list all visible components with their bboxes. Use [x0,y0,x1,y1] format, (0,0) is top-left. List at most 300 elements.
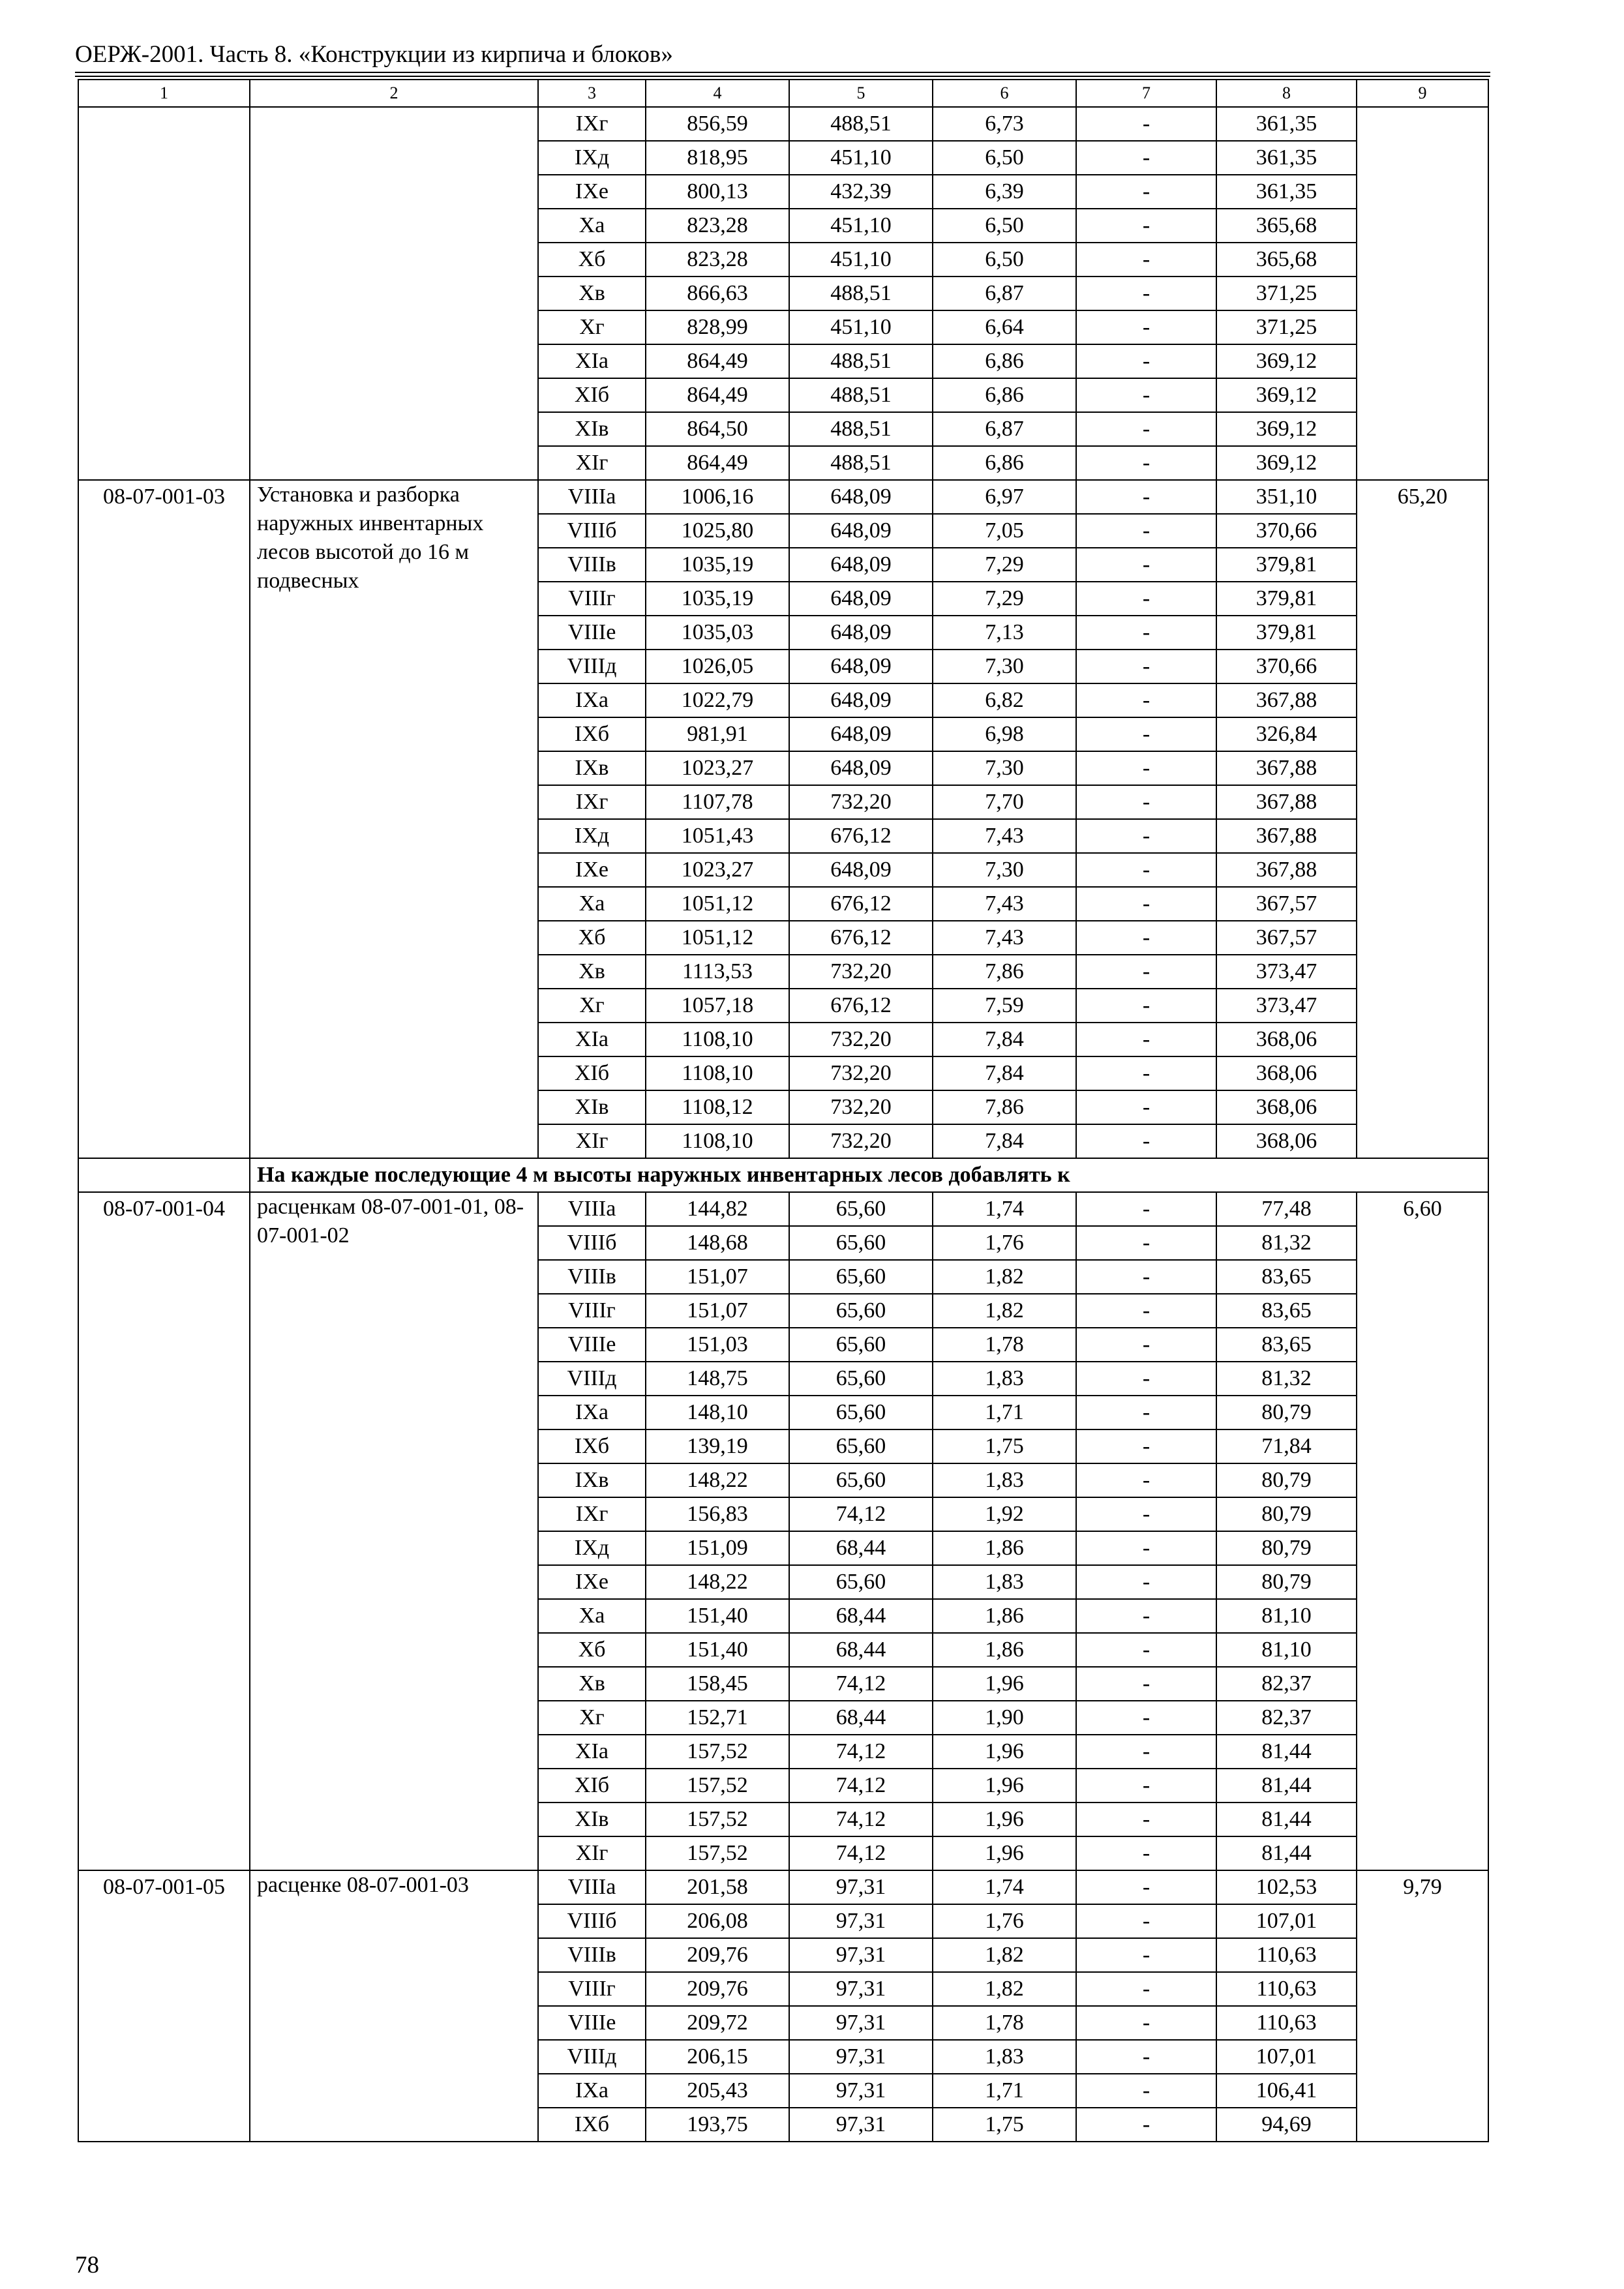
materials-cost-cell: 361,35 [1216,175,1357,209]
direct-cost-cell: 866,63 [646,277,789,310]
direct-cost-cell: 1108,12 [646,1090,789,1124]
materials-cost-cell: 82,37 [1216,1701,1357,1735]
labor-cost-cell: 65,60 [789,1328,933,1362]
labor-cost-cell: 68,44 [789,1531,933,1565]
materials-cost-cell: 379,81 [1216,582,1357,616]
code-cell [78,1158,250,1192]
direct-cost-cell: 157,52 [646,1803,789,1836]
labor-cost-cell: 74,12 [789,1667,933,1701]
materials-cost-cell: 81,44 [1216,1735,1357,1769]
machine-cost-cell: 1,74 [933,1870,1076,1904]
labor-cost-cell: 65,60 [789,1260,933,1294]
category-cell: VIIIб [538,1226,646,1260]
materials-cost-cell: 351,10 [1216,480,1357,514]
incl-driver-wage-cell: - [1076,344,1216,378]
machine-cost-cell: 1,96 [933,1769,1076,1803]
direct-cost-cell: 1035,03 [646,616,789,650]
incl-driver-wage-cell: - [1076,514,1216,548]
labor-cost-cell: 488,51 [789,378,933,412]
labor-cost-cell: 65,60 [789,1429,933,1463]
materials-cost-cell: 71,84 [1216,1429,1357,1463]
table-row [78,480,1488,514]
column-number-cell: 8 [1216,80,1357,107]
direct-cost-cell: 1023,27 [646,853,789,887]
direct-cost-cell: 1025,80 [646,514,789,548]
direct-cost-cell: 157,52 [646,1836,789,1870]
direct-cost-cell: 1051,12 [646,921,789,955]
description-cell: расценкам 08-07-001-01, 08-07-001-02 [250,1192,538,1870]
machine-cost-cell: 7,30 [933,650,1076,683]
materials-cost-cell: 102,53 [1216,1870,1357,1904]
category-cell: VIIIв [538,1260,646,1294]
direct-cost-cell: 1113,53 [646,955,789,989]
machine-cost-cell: 1,74 [933,1192,1076,1226]
category-cell: Xв [538,1667,646,1701]
materials-cost-cell: 81,32 [1216,1362,1357,1396]
incl-driver-wage-cell: - [1076,1124,1216,1158]
machine-cost-cell: 1,78 [933,1328,1076,1362]
column-number-cell: 7 [1076,80,1216,107]
materials-cost-cell: 110,63 [1216,1972,1357,2006]
incl-driver-wage-cell: - [1076,1972,1216,2006]
category-cell: VIIIв [538,548,646,582]
category-cell: Xв [538,955,646,989]
labor-cost-cell: 65,60 [789,1294,933,1328]
direct-cost-cell: 856,59 [646,107,789,141]
incl-driver-wage-cell: - [1076,853,1216,887]
materials-cost-cell: 107,01 [1216,1904,1357,1938]
incl-driver-wage-cell: - [1076,412,1216,446]
labor-cost-cell: 68,44 [789,1599,933,1633]
direct-cost-cell: 148,10 [646,1396,789,1429]
category-cell: IXе [538,175,646,209]
labor-cost-cell: 732,20 [789,1056,933,1090]
direct-cost-cell: 139,19 [646,1429,789,1463]
table-row [78,1192,1488,1226]
header-rule [75,72,1490,73]
incl-driver-wage-cell: - [1076,1667,1216,1701]
incl-driver-wage-cell: - [1076,277,1216,310]
direct-cost-cell: 209,72 [646,2006,789,2040]
materials-cost-cell: 81,44 [1216,1836,1357,1870]
header-rule [75,76,1490,77]
machine-cost-cell: 1,90 [933,1701,1076,1735]
category-cell: Xа [538,209,646,243]
direct-cost-cell: 864,49 [646,344,789,378]
incl-driver-wage-cell: - [1076,1497,1216,1531]
category-cell: IXд [538,141,646,175]
description-cell [250,107,538,480]
category-cell: XIа [538,344,646,378]
materials-cost-cell: 81,44 [1216,1803,1357,1836]
direct-cost-cell: 157,52 [646,1769,789,1803]
labor-cost-cell: 648,09 [789,514,933,548]
machine-cost-cell: 6,50 [933,209,1076,243]
direct-cost-cell: 151,07 [646,1294,789,1328]
direct-cost-cell: 158,45 [646,1667,789,1701]
materials-cost-cell: 379,81 [1216,616,1357,650]
direct-cost-cell: 205,43 [646,2074,789,2108]
machine-cost-cell: 7,84 [933,1056,1076,1090]
category-cell: XIв [538,412,646,446]
labor-cost-cell: 74,12 [789,1497,933,1531]
machine-cost-cell: 1,82 [933,1938,1076,1972]
materials-cost-cell: 81,32 [1216,1226,1357,1260]
category-cell: IXб [538,1429,646,1463]
direct-cost-cell: 151,40 [646,1633,789,1667]
materials-cost-cell: 81,10 [1216,1599,1357,1633]
materials-cost-cell: 106,41 [1216,2074,1357,2108]
category-cell: VIIIг [538,1972,646,2006]
labor-cost-cell: 648,09 [789,650,933,683]
direct-cost-cell: 148,75 [646,1362,789,1396]
labor-cost-cell: 488,51 [789,277,933,310]
category-cell: VIIIа [538,1870,646,1904]
direct-cost-cell: 151,07 [646,1260,789,1294]
incl-driver-wage-cell: - [1076,921,1216,955]
direct-cost-cell: 1107,78 [646,785,789,819]
labor-cost-cell: 432,39 [789,175,933,209]
materials-cost-cell: 80,79 [1216,1463,1357,1497]
direct-cost-cell: 201,58 [646,1870,789,1904]
materials-cost-cell: 81,10 [1216,1633,1357,1667]
table-row [78,1870,1488,1904]
col9-cell: 9,79 [1357,1870,1488,2142]
direct-cost-cell: 864,50 [646,412,789,446]
incl-driver-wage-cell: - [1076,1328,1216,1362]
incl-driver-wage-cell: - [1076,175,1216,209]
machine-cost-cell: 7,29 [933,582,1076,616]
category-cell: XIг [538,446,646,480]
labor-cost-cell: 451,10 [789,310,933,344]
labor-cost-cell: 676,12 [789,921,933,955]
labor-cost-cell: 74,12 [789,1803,933,1836]
machine-cost-cell: 1,82 [933,1260,1076,1294]
labor-cost-cell: 676,12 [789,989,933,1023]
incl-driver-wage-cell: - [1076,717,1216,751]
direct-cost-cell: 864,49 [646,378,789,412]
direct-cost-cell: 823,28 [646,243,789,277]
column-number-cell: 6 [933,80,1076,107]
labor-cost-cell: 732,20 [789,1124,933,1158]
table-body [78,80,1488,2142]
incl-driver-wage-cell: - [1076,2006,1216,2040]
category-cell: XIа [538,1735,646,1769]
incl-driver-wage-cell: - [1076,141,1216,175]
materials-cost-cell: 367,88 [1216,853,1357,887]
labor-cost-cell: 648,09 [789,751,933,785]
materials-cost-cell: 367,57 [1216,921,1357,955]
machine-cost-cell: 7,13 [933,616,1076,650]
machine-cost-cell: 1,71 [933,1396,1076,1429]
direct-cost-cell: 206,15 [646,2040,789,2074]
materials-cost-cell: 371,25 [1216,277,1357,310]
category-cell: VIIIе [538,2006,646,2040]
direct-cost-cell: 156,83 [646,1497,789,1531]
machine-cost-cell: 6,73 [933,107,1076,141]
incl-driver-wage-cell: - [1076,1531,1216,1565]
labor-cost-cell: 97,31 [789,1904,933,1938]
category-cell: Xг [538,989,646,1023]
labor-cost-cell: 648,09 [789,683,933,717]
machine-cost-cell: 7,05 [933,514,1076,548]
incl-driver-wage-cell: - [1076,1701,1216,1735]
category-cell: VIIIб [538,514,646,548]
category-cell: Xб [538,1633,646,1667]
category-cell: VIIIе [538,1328,646,1362]
labor-cost-cell: 74,12 [789,1769,933,1803]
direct-cost-cell: 148,22 [646,1565,789,1599]
category-cell: VIIIе [538,616,646,650]
materials-cost-cell: 80,79 [1216,1396,1357,1429]
column-number-cell: 5 [789,80,933,107]
description-cell: Установка и разборка наружных инвентарных лесов высотой до 16 м подвесных [250,480,538,1158]
incl-driver-wage-cell: - [1076,1803,1216,1836]
machine-cost-cell: 6,50 [933,243,1076,277]
direct-cost-cell: 209,76 [646,1972,789,2006]
labor-cost-cell: 648,09 [789,582,933,616]
direct-cost-cell: 1026,05 [646,650,789,683]
category-cell: IXа [538,1396,646,1429]
materials-cost-cell: 83,65 [1216,1294,1357,1328]
category-cell: IXг [538,1497,646,1531]
incl-driver-wage-cell: - [1076,310,1216,344]
category-cell: VIIIд [538,650,646,683]
machine-cost-cell: 6,64 [933,310,1076,344]
machine-cost-cell: 1,96 [933,1836,1076,1870]
machine-cost-cell: 1,83 [933,1565,1076,1599]
labor-cost-cell: 74,12 [789,1836,933,1870]
labor-cost-cell: 68,44 [789,1701,933,1735]
materials-cost-cell: 107,01 [1216,2040,1357,2074]
machine-cost-cell: 1,75 [933,2108,1076,2142]
category-cell: VIIIд [538,1362,646,1396]
labor-cost-cell: 97,31 [789,2006,933,2040]
category-cell: Xг [538,1701,646,1735]
materials-cost-cell: 368,06 [1216,1090,1357,1124]
labor-cost-cell: 648,09 [789,717,933,751]
labor-cost-cell: 732,20 [789,785,933,819]
labor-cost-cell: 97,31 [789,1938,933,1972]
direct-cost-cell: 1051,43 [646,819,789,853]
labor-cost-cell: 648,09 [789,616,933,650]
incl-driver-wage-cell: - [1076,1294,1216,1328]
category-cell: XIв [538,1090,646,1124]
category-cell: VIIIа [538,1192,646,1226]
direct-cost-cell: 151,40 [646,1599,789,1633]
incl-driver-wage-cell: - [1076,1260,1216,1294]
machine-cost-cell: 7,70 [933,785,1076,819]
column-number-cell: 3 [538,80,646,107]
materials-cost-cell: 371,25 [1216,310,1357,344]
materials-cost-cell: 83,65 [1216,1328,1357,1362]
materials-cost-cell: 369,12 [1216,446,1357,480]
machine-cost-cell: 1,92 [933,1497,1076,1531]
category-cell: IXв [538,1463,646,1497]
direct-cost-cell: 1108,10 [646,1124,789,1158]
materials-cost-cell: 367,88 [1216,751,1357,785]
machine-cost-cell: 1,96 [933,1667,1076,1701]
materials-cost-cell: 361,35 [1216,141,1357,175]
incl-driver-wage-cell: - [1076,1056,1216,1090]
column-number-cell: 1 [78,80,250,107]
incl-driver-wage-cell: - [1076,887,1216,921]
category-cell: IXг [538,107,646,141]
col9-cell [1357,107,1488,480]
labor-cost-cell: 68,44 [789,1633,933,1667]
materials-cost-cell: 373,47 [1216,955,1357,989]
column-number-cell: 4 [646,80,789,107]
direct-cost-cell: 823,28 [646,209,789,243]
machine-cost-cell: 1,83 [933,1362,1076,1396]
labor-cost-cell: 488,51 [789,412,933,446]
machine-cost-cell: 7,59 [933,989,1076,1023]
labor-cost-cell: 648,09 [789,548,933,582]
category-cell: XIа [538,1023,646,1056]
machine-cost-cell: 6,97 [933,480,1076,514]
incl-driver-wage-cell: - [1076,107,1216,141]
direct-cost-cell: 1022,79 [646,683,789,717]
column-number-cell: 2 [250,80,538,107]
labor-cost-cell: 488,51 [789,446,933,480]
machine-cost-cell: 7,30 [933,853,1076,887]
machine-cost-cell: 7,43 [933,921,1076,955]
direct-cost-cell: 148,22 [646,1463,789,1497]
labor-cost-cell: 732,20 [789,1023,933,1056]
labor-cost-cell: 676,12 [789,819,933,853]
machine-cost-cell: 6,39 [933,175,1076,209]
category-cell: IXе [538,853,646,887]
labor-cost-cell: 65,60 [789,1226,933,1260]
materials-cost-cell: 368,06 [1216,1023,1357,1056]
incl-driver-wage-cell: - [1076,1226,1216,1260]
incl-driver-wage-cell: - [1076,1938,1216,1972]
incl-driver-wage-cell: - [1076,1565,1216,1599]
machine-cost-cell: 1,75 [933,1429,1076,1463]
incl-driver-wage-cell: - [1076,1769,1216,1803]
machine-cost-cell: 7,84 [933,1124,1076,1158]
machine-cost-cell: 1,76 [933,1226,1076,1260]
direct-cost-cell: 828,99 [646,310,789,344]
category-cell: XIг [538,1124,646,1158]
category-cell: IXе [538,1565,646,1599]
labor-cost-cell: 65,60 [789,1362,933,1396]
materials-cost-cell: 373,47 [1216,989,1357,1023]
category-cell: VIIIв [538,1938,646,1972]
col9-cell: 6,60 [1357,1192,1488,1870]
direct-cost-cell: 800,13 [646,175,789,209]
direct-cost-cell: 1108,10 [646,1056,789,1090]
incl-driver-wage-cell: - [1076,1735,1216,1769]
labor-cost-cell: 732,20 [789,955,933,989]
machine-cost-cell: 1,96 [933,1803,1076,1836]
incl-driver-wage-cell: - [1076,751,1216,785]
materials-cost-cell: 367,88 [1216,683,1357,717]
labor-cost-cell: 97,31 [789,1870,933,1904]
machine-cost-cell: 7,86 [933,1090,1076,1124]
category-cell: XIг [538,1836,646,1870]
direct-cost-cell: 151,03 [646,1328,789,1362]
machine-cost-cell: 6,98 [933,717,1076,751]
labor-cost-cell: 97,31 [789,2040,933,2074]
materials-cost-cell: 80,79 [1216,1565,1357,1599]
incl-driver-wage-cell: - [1076,446,1216,480]
incl-driver-wage-cell: - [1076,1599,1216,1633]
category-cell: Xб [538,921,646,955]
incl-driver-wage-cell: - [1076,955,1216,989]
incl-driver-wage-cell: - [1076,1192,1216,1226]
machine-cost-cell: 1,86 [933,1633,1076,1667]
materials-cost-cell: 369,12 [1216,378,1357,412]
incl-driver-wage-cell: - [1076,1904,1216,1938]
machine-cost-cell: 6,82 [933,683,1076,717]
machine-cost-cell: 6,87 [933,277,1076,310]
table-row [78,107,1488,141]
direct-cost-cell: 144,82 [646,1192,789,1226]
machine-cost-cell: 1,76 [933,1904,1076,1938]
machine-cost-cell: 6,87 [933,412,1076,446]
labor-cost-cell: 451,10 [789,243,933,277]
page-header: ОЕРЖ-2001. Часть 8. «Конструкции из кирпича и блоков» [75,41,673,68]
labor-cost-cell: 488,51 [789,344,933,378]
direct-cost-cell: 1057,18 [646,989,789,1023]
category-cell: VIIIд [538,2040,646,2074]
materials-cost-cell: 368,06 [1216,1056,1357,1090]
incl-driver-wage-cell: - [1076,1836,1216,1870]
rates-table [78,79,1489,2142]
category-cell: XIб [538,1769,646,1803]
incl-driver-wage-cell: - [1076,1429,1216,1463]
machine-cost-cell: 1,86 [933,1531,1076,1565]
direct-cost-cell: 1051,12 [646,887,789,921]
direct-cost-cell: 1023,27 [646,751,789,785]
direct-cost-cell: 981,91 [646,717,789,751]
incl-driver-wage-cell: - [1076,1870,1216,1904]
labor-cost-cell: 488,51 [789,107,933,141]
materials-cost-cell: 368,06 [1216,1124,1357,1158]
machine-cost-cell: 7,43 [933,887,1076,921]
incl-driver-wage-cell: - [1076,819,1216,853]
machine-cost-cell: 6,86 [933,344,1076,378]
incl-driver-wage-cell: - [1076,378,1216,412]
machine-cost-cell: 7,43 [933,819,1076,853]
labor-cost-cell: 648,09 [789,853,933,887]
section-heading: На каждые последующие 4 м высоты наружных инвентарных лесов добавлять к [250,1158,1488,1192]
machine-cost-cell: 6,50 [933,141,1076,175]
incl-driver-wage-cell: - [1076,650,1216,683]
incl-driver-wage-cell: - [1076,209,1216,243]
category-cell: IXб [538,717,646,751]
incl-driver-wage-cell: - [1076,243,1216,277]
incl-driver-wage-cell: - [1076,1396,1216,1429]
incl-driver-wage-cell: - [1076,2040,1216,2074]
materials-cost-cell: 110,63 [1216,2006,1357,2040]
category-cell: Xв [538,277,646,310]
machine-cost-cell: 1,83 [933,2040,1076,2074]
category-cell: VIIIа [538,480,646,514]
incl-driver-wage-cell: - [1076,548,1216,582]
category-cell: VIIIб [538,1904,646,1938]
labor-cost-cell: 648,09 [789,480,933,514]
labor-cost-cell: 97,31 [789,2074,933,2108]
category-cell: VIIIг [538,1294,646,1328]
category-cell: XIв [538,1803,646,1836]
materials-cost-cell: 83,65 [1216,1260,1357,1294]
materials-cost-cell: 365,68 [1216,209,1357,243]
incl-driver-wage-cell: - [1076,1633,1216,1667]
category-cell: IXд [538,1531,646,1565]
machine-cost-cell: 1,83 [933,1463,1076,1497]
